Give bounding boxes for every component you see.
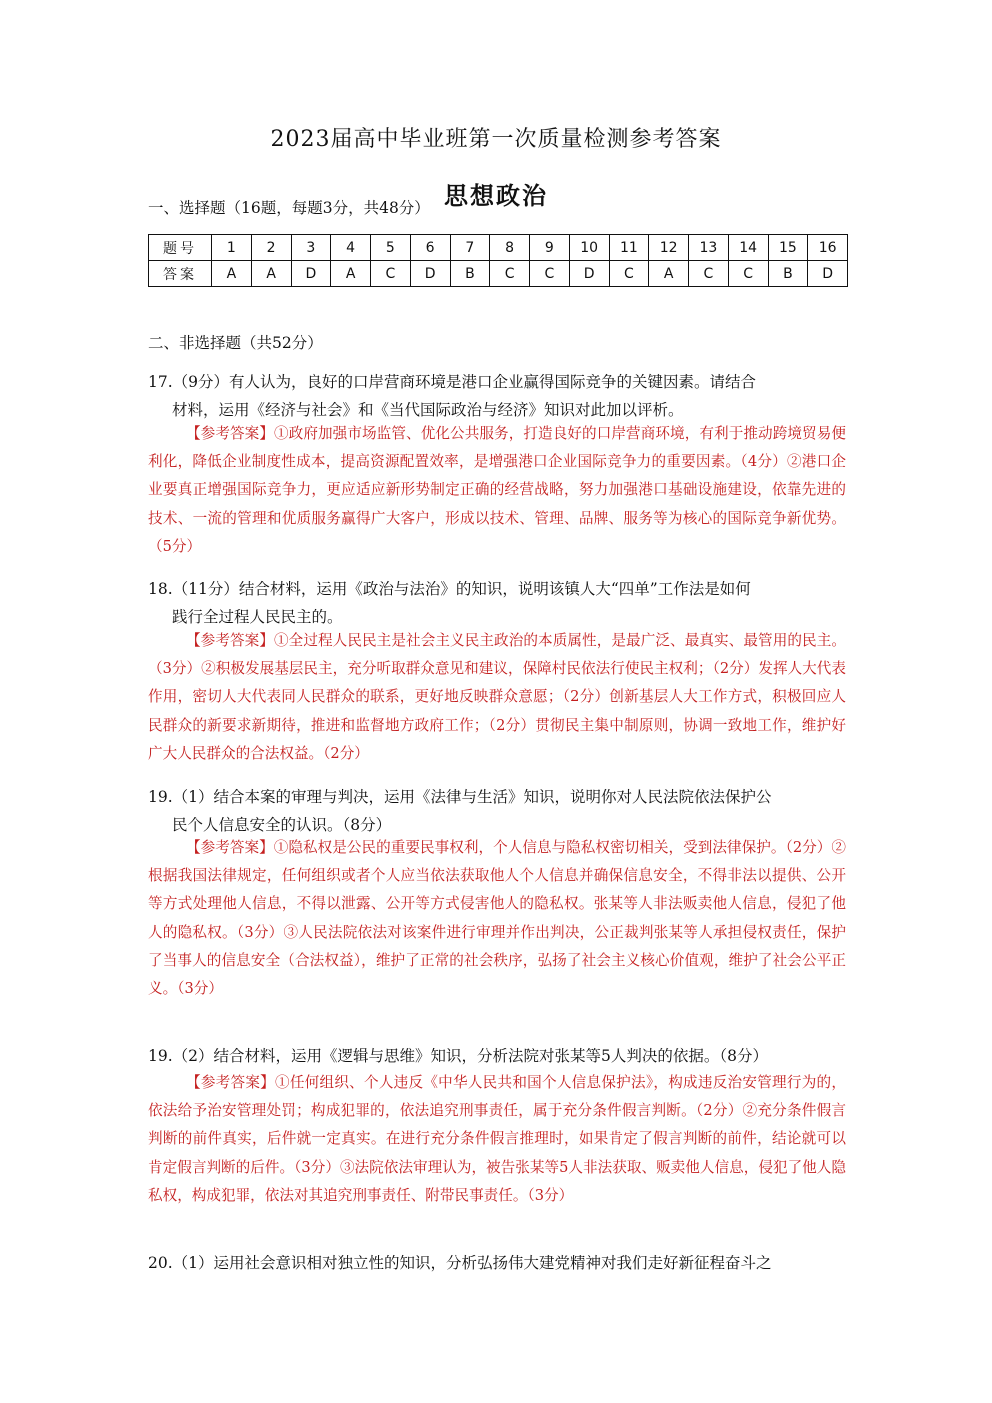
section-heading-nonchoice: 二、非选择题（共52分）	[148, 334, 323, 352]
table-row-label: 题号	[149, 235, 212, 261]
table-cell: D	[291, 261, 331, 287]
question-19-1-reference-answer: 【参考答案】①隐私权是公民的重要民事权利，个人信息与隐私权密切相关，受到法律保护。（2分）②根据我国法律规定，任何组织或者个人应当依法获取他人个人信息并确保信息安全，不得非法以提供、公开等方式处理他人信息，不得以泄露、公开等方式侵害他人的隐私权。张某等人非法贩卖他人信息，侵犯了他人的隐私权。（3分）③人民法院依法对该案件进行审理并作出判决，公正裁判张某等人承担侵权责任，保护了当事人的信息安全（合法权益），维护了正常的社会秩序，弘扬了社会主义核心价值观，维护了社会公平正义。（3分）	[148, 839, 846, 998]
question-17-reference-answer: 【参考答案】①政府加强市场监管、优化公共服务，打造良好的口岸营商环境，有利于推动跨境贸易便利化，降低企业制度性成本，提高资源配置效率，是增强港口企业国际竞争力的重要因素。（4分）②港口企业要真正增强国际竞争力，更应适应新形势制定正确的经营战略，努力加强港口基础设施建设，依靠先进的技术、一流的管理和优质服务赢得广大客户，形成以技术、管理、品牌、服务等为核心的国际竞争新优势。（5分）	[148, 425, 846, 555]
table-cell: A	[331, 261, 371, 287]
section-heading-choice: 一、选择题（16题，每题3分，共48分）	[148, 199, 430, 217]
table-cell: 15	[768, 235, 808, 261]
table-cell: 8	[490, 235, 530, 261]
table-cell: 16	[808, 235, 848, 261]
table-cell: C	[609, 261, 649, 287]
table-cell: 1	[212, 235, 252, 261]
question-19-2-reference-answer: 【参考答案】①任何组织、个人违反《中华人民共和国个人信息保护法》，构成违反治安管理行为的，依法给予治安管理处罚；构成犯罪的，依法追究刑事责任，属于充分条件假言判断。（2分）②充分条件假言判断的前件真实，后件就一定真实。在进行充分条件假言推理时，如果肯定了假言判断的前件，结论就可以肯定假言判断的后件。（3分）③法院依法审理认为，被告张某等5人非法获取、贩卖他人信息，侵犯了他人隐私权，构成犯罪，依法对其追究刑事责任、附带民事责任。（3分）	[148, 1074, 846, 1204]
table-cell: 2	[251, 235, 291, 261]
question-18-reference-answer: 【参考答案】①全过程人民民主是社会主义民主政治的本质属性，是最广泛、最真实、最管用的民主。（3分）②积极发展基层民主，充分听取群众意见和建议，保障村民依法行使民主权利；（2分）发挥人大代表作用，密切人大代表同人民群众的联系，更好地反映群众意愿；（2分）创新基层人大工作方式，积极回应人民群众的新要求新期待，推进和监督地方政府工作；（2分）贯彻民主集中制原则，协调一致地工作，维护好广大人民群众的合法权益。（2分）	[148, 632, 846, 762]
table-cell: 3	[291, 235, 331, 261]
table-cell: A	[212, 261, 252, 287]
table-cell: 11	[609, 235, 649, 261]
table-cell: A	[251, 261, 291, 287]
document-title: 2023届高中毕业班第一次质量检测参考答案	[270, 127, 722, 152]
question-20-1-stem	[148, 1249, 846, 1277]
table-cell: 10	[569, 235, 609, 261]
table-cell: C	[530, 261, 570, 287]
table-cell: 14	[728, 235, 768, 261]
table-cell: D	[808, 261, 848, 287]
question-18-stem	[148, 575, 846, 631]
table-cell: C	[490, 261, 530, 287]
question-stem-line: 材料，运用《经济与社会》和《当代国际政治与经济》知识对此加以评析。	[172, 401, 684, 419]
table-row-label: 答案	[149, 261, 212, 287]
question-stem-line: 民个人信息安全的认识。（8分）	[172, 816, 392, 834]
question-stem-line: 17.（9分）有人认为，良好的口岸营商环境是港口企业赢得国际竞争的关键因素。请结合	[148, 373, 757, 391]
table-cell: 9	[530, 235, 570, 261]
question-stem-line: 19.（1）结合本案的审理与判决，运用《法律与生活》知识，说明你对人民法院依法保护公	[148, 788, 772, 806]
table-cell: 7	[450, 235, 490, 261]
choice-answer-table	[148, 234, 848, 287]
question-stem-line: 20.（1）运用社会意识相对独立性的知识，分析弘扬伟大建党精神对我们走好新征程奋斗之	[148, 1254, 772, 1272]
subject-title: 思想政治	[444, 182, 548, 210]
table-cell: D	[410, 261, 450, 287]
table-cell: C	[728, 261, 768, 287]
question-stem-line: 践行全过程人民民主的。	[172, 608, 343, 626]
question-17-stem	[148, 368, 846, 424]
table-row-numbers	[149, 235, 848, 261]
table-cell: 13	[689, 235, 729, 261]
question-stem-line: 18.（11分）结合材料，运用《政治与法治》的知识，说明该镇人大“四单”工作法是如何	[148, 580, 751, 598]
table-cell: 5	[371, 235, 411, 261]
table-cell: B	[450, 261, 490, 287]
table-cell: A	[649, 261, 689, 287]
table-cell: B	[768, 261, 808, 287]
question-19-2-stem	[148, 1042, 846, 1070]
table-cell: C	[689, 261, 729, 287]
question-stem-line: 19.（2）结合材料，运用《逻辑与思维》知识，分析法院对张某等5人判决的依据。（8分）	[148, 1047, 768, 1065]
table-cell: 12	[649, 235, 689, 261]
table-cell: C	[371, 261, 411, 287]
table-cell: D	[569, 261, 609, 287]
table-cell: 6	[410, 235, 450, 261]
table-row-answers	[149, 261, 848, 287]
question-19-1-stem	[148, 783, 846, 839]
table-cell: 4	[331, 235, 371, 261]
